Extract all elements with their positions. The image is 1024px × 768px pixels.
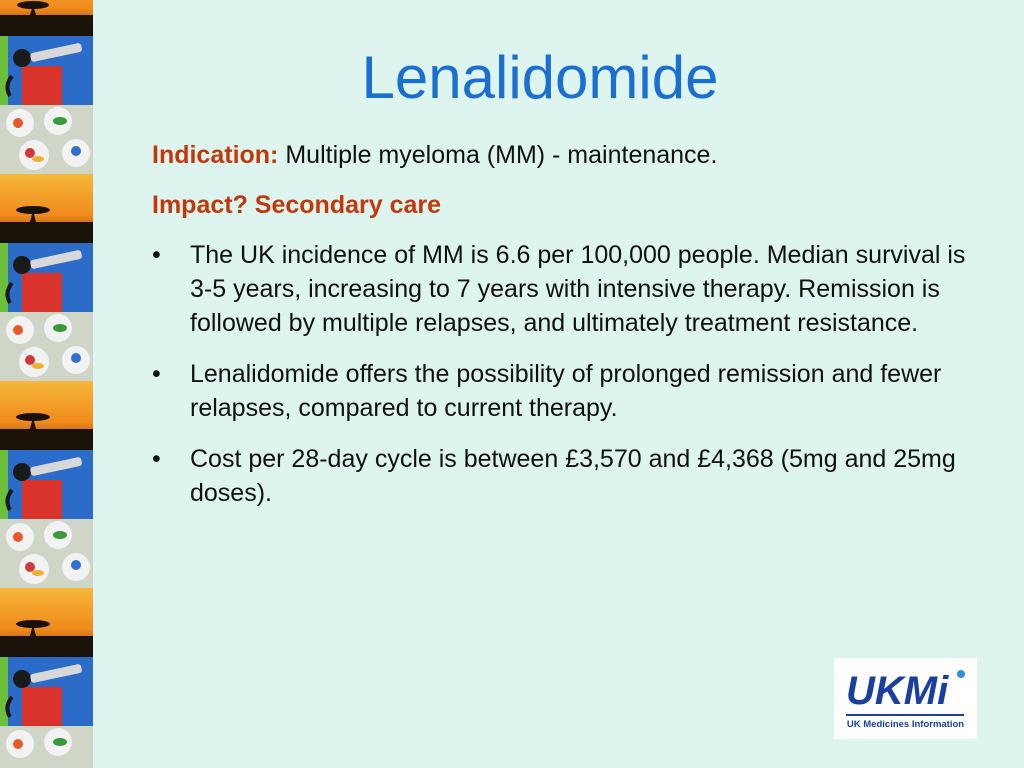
bullet-marker: •: [152, 445, 161, 473]
bullet-item: [152, 442, 982, 510]
impact-heading: Impact? Secondary care: [152, 191, 442, 219]
pills-image: [0, 519, 93, 588]
bullet-item: [152, 238, 982, 340]
slide-body: [152, 138, 982, 527]
sunset-tree-image: [0, 588, 93, 657]
bullet-item: [152, 357, 982, 425]
logo-subtitle: UK Medicines Information: [846, 719, 965, 730]
pills-image: [0, 312, 93, 381]
slide-title: Lenalidomide: [361, 44, 719, 111]
pills-image: [0, 105, 93, 174]
indication-line: [152, 138, 982, 172]
logo-divider: [846, 714, 964, 716]
pills-image: [0, 726, 93, 768]
telescope-woman-image: [0, 657, 93, 726]
indication-label: Indication:: [152, 141, 279, 169]
ukmi-logo: [834, 658, 977, 739]
bullet-text: The UK incidence of MM is 6.6 per 100,000 people. Median survival is 3-5 years, increasing to 7 years with intensive therapy. Remission is followed by multiple relapses, and ultimately treatment resistance.: [190, 241, 966, 337]
decorative-image-strip: [0, 0, 93, 768]
telescope-woman-image: [0, 36, 93, 105]
sunset-tree-image: [0, 0, 93, 36]
bullet-text: Cost per 28-day cycle is between £3,570 and £4,368 (5mg and 25mg doses).: [190, 445, 956, 507]
indication-text: Multiple myeloma (MM) - maintenance.: [278, 141, 718, 169]
sunset-tree-image: [0, 174, 93, 243]
bullet-text: Lenalidomide offers the possibility of prolonged remission and fewer relapses, compared to current therapy.: [190, 360, 942, 422]
telescope-woman-image: [0, 243, 93, 312]
ukmi-logo-wordmark: UKMi: [846, 669, 949, 712]
ukmi-logo-mark: [846, 666, 966, 712]
bullet-marker: •: [152, 241, 161, 269]
bullet-marker: •: [152, 360, 161, 388]
telescope-woman-image: [0, 450, 93, 519]
sunset-tree-image: [0, 381, 93, 450]
